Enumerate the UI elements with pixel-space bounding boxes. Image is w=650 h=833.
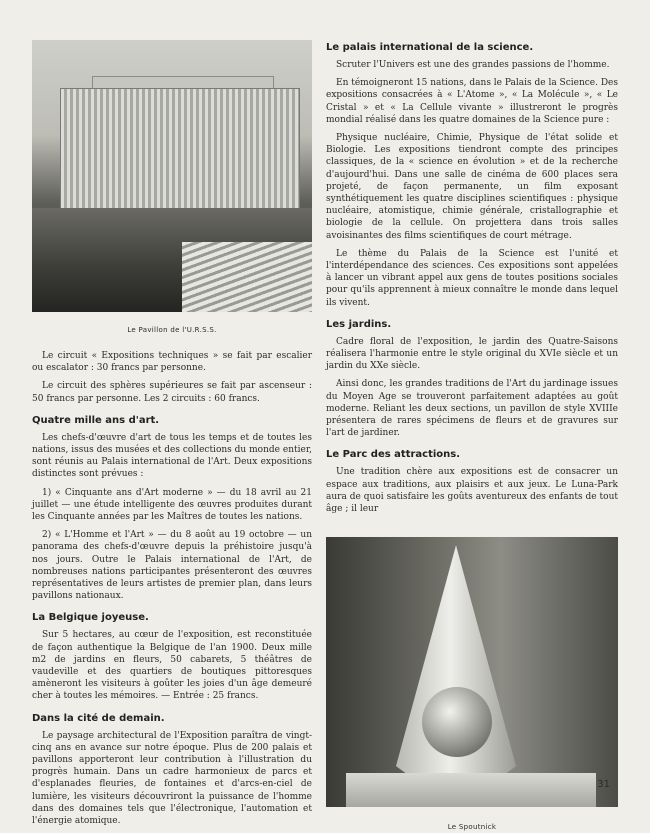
spoutnick-caption: Le Spoutnick: [447, 823, 497, 832]
section-title: Le palais international de la science.: [326, 42, 534, 53]
section-paragraph: Une tradition chère aux expositions est de consacrer un espace aux traditions, aux plaisirs et aux jeux. Le Luna-Park aura de quoi satisfaire les goûts aventureux des enfants de tout âge ; il leur: [326, 467, 618, 515]
intro-paragraph: Le circuit « Expositions techniques » se fait par escalier ou escalator : 30 francs par personne.: [32, 351, 312, 374]
section-paragraph: Physique nucléaire, Chimie, Physique de l'état solide et Biologie. Les expositions tiendront compte des principes classiques, de la « science en évolution » et de la recherche d'aujourd'hui. Dans une salle de cinéma de 600 places sera projeté, de façon permanente, un film exposant synthétiquement les quatre disciplines scientifiques : physique nucléaire, atomistique, chimie générale, cristallographie et biologie de la cellule. On projettera dans trois salles avoisinantes des films scientifiques de court métrage.: [326, 133, 618, 241]
intro-paragraph: Le circuit des sphères supérieures se fait par ascenseur : 50 francs par personne. Les 2 circuits : 60 francs.: [32, 381, 312, 404]
section-paragraph: Le thème du Palais de la Science est l'unité et l'interdépendance des sciences. Ces expositions sont appelées à lancer un vibrant appel aux gens de toutes positions sociales pour qu'ils apprennent à mieux connaître le monde dans lequel ils vivent.: [326, 248, 618, 308]
photo-base-shape: [346, 773, 596, 807]
section-title: Le Parc des attractions.: [326, 449, 461, 461]
section-paragraph: Le paysage architectural de l'Exposition paraîtra de vingt-cinq ans en avance sur notre époque. Plus de 200 palais et pavillons apporteront leur contribution à l'illustration du progrès humain. Dans un cadre harmonieux de parcs et d'esplanades fleuries, de fontaines et d'arcs-en-ciel de lumière, les visiteurs découvriront la puissance de l'homme dans des domaines tels que l'électronique, l'automation et l'énergie atomique.: [32, 730, 312, 827]
photo-stairs-shape: [182, 242, 312, 312]
section-paragraph: Les chefs-d'œuvre d'art de tous les temps et de toutes les nations, issus des musées et des collections du monde entier, sont réunis au Palais international de l'Art. Deux expositions distinctes sont prévues :: [32, 432, 312, 480]
page-number: 31: [597, 779, 610, 790]
photo-pavilion-shape: [60, 88, 300, 210]
left-text-block: [32, 350, 312, 833]
left-column: [32, 40, 312, 334]
right-column: [326, 42, 618, 831]
right-text-block: [326, 42, 618, 515]
section-paragraph: En témoigneront 15 nations, dans le Palais de la Science. Des expositions consacrées à « L'Atome », « La Molécule », « Le Cristal » et « La Cellule vivante » illustreront le progrès mondial réalisé dans les quatre domaines de la Science pure :: [326, 78, 619, 125]
section-title: Dans la cité de demain.: [32, 712, 165, 724]
section-paragraph: Cadre floral de l'exposition, le jardin des Quatre-Saisons réalisera l'harmonie entre le style original du XVIe siècle et un jardin du XXe siècle.: [326, 336, 618, 372]
section-paragraph: Scruter l'Univers est une des grandes passions de l'homme.: [336, 60, 610, 70]
urss-pavilion-photo: [32, 40, 312, 312]
section-title: Les jardins.: [326, 318, 392, 330]
section-paragraph: Ainsi donc, les grandes traditions de l'Art du jardinage issues du Moyen Age se trouveront parfaitement adaptées au goût moderne. Reliant les deux sections, un pavillon de style XVIIIe présentera de rares spécimens de fleurs et de gravures sur l'art de jardiner.: [326, 379, 618, 439]
urss-caption: Le Pavillon de l'U.R.S.S.: [127, 326, 217, 334]
section-paragraph: Sur 5 hectares, au cœur de l'exposition, est reconstituée de façon authentique la Belgique de l'an 1900. Deux mille m2 de jardins en fleurs, 50 cabarets, 5 théâtres de vaudeville et des quartiers de boutiques pittoresques amèneront les visiteurs à goûter les joies d'un âge demeuré cher à toutes les mémoires. — Entrée : 25 francs.: [32, 630, 312, 702]
spoutnick-photo: [326, 537, 618, 807]
photo-sphere-shape: [422, 687, 492, 757]
section-title: La Belgique joyeuse.: [32, 612, 149, 624]
section-paragraph: 2) « L'Homme et l'Art » — du 8 août au 19 octobre — un panorama des chefs-d'œuvre depuis la préhistoire jusqu'à nos jours. Outre le Palais international de l'Art, de nombreuses nations participantes présenteront des œuvres représentatives de leurs artistes de premier plan, dans leurs pavillons nationaux.: [32, 530, 312, 602]
section-paragraph: 1) « Cinquante ans d'Art moderne » — du 18 avril au 21 juillet — une étude intelligente des œuvres produites durant les Cinquante années par les Maîtres de toutes les nations.: [32, 487, 312, 523]
section-title: Quatre mille ans d'art.: [32, 414, 160, 426]
